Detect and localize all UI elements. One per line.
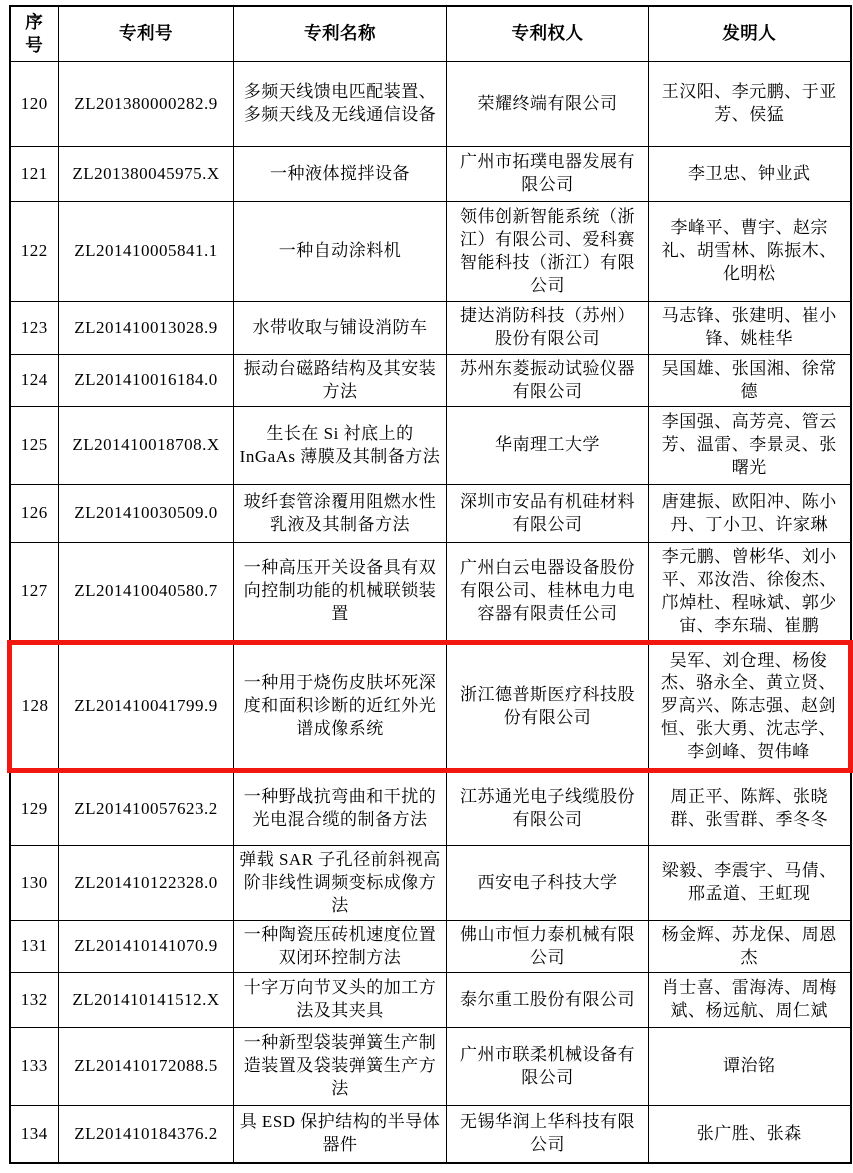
patent-no-cell: ZL201410030509.0 — [59, 485, 234, 543]
patent-no-cell: ZL201410005841.1 — [59, 202, 234, 302]
inventors-cell: 李元鹏、曾彬华、刘小平、邓汝浩、徐俊杰、邝焯杜、程咏斌、郭少宙、李东瑞、崔鹏 — [649, 543, 851, 643]
assignee-cell: 荣耀终端有限公司 — [447, 62, 649, 147]
patent-title-cell: 一种陶瓷压砖机速度位置双闭环控制方法 — [234, 921, 447, 973]
seq-no-cell: 128 — [10, 643, 59, 771]
patent-title-cell: 一种用于烧伤皮肤坏死深度和面积诊断的近红外光谱成像系统 — [234, 643, 447, 771]
inventors-cell: 唐建振、欧阳冲、陈小丹、丁小卫、许家琳 — [649, 485, 851, 543]
table-row-132 — [10, 973, 851, 1028]
table-row-128-highlighted — [10, 643, 851, 771]
patent-title-cell: 一种高压开关设备具有双向控制功能的机械联锁装置 — [234, 543, 447, 643]
table-row-127 — [10, 543, 851, 643]
table-row-126 — [10, 485, 851, 543]
seq-no-cell: 134 — [10, 1106, 59, 1163]
seq-no-cell: 125 — [10, 407, 59, 485]
header-seq-no — [10, 6, 59, 62]
inventors-cell: 吴国雄、张国湘、徐常德 — [649, 355, 851, 407]
assignee-cell: 广州市联柔机械设备有限公司 — [447, 1028, 649, 1106]
patent-title-cell: 具 ESD 保护结构的半导体器件 — [234, 1106, 447, 1163]
header-inventors: 发明人 — [649, 6, 851, 62]
patent-no-cell: ZL201410141512.X — [59, 973, 234, 1028]
patent-title-cell: 振动台磁路结构及其安装方法 — [234, 355, 447, 407]
header-assignee: 专利权人 — [447, 6, 649, 62]
table-row-131 — [10, 921, 851, 973]
table-row-123 — [10, 302, 851, 355]
header-patent-title: 专利名称 — [234, 6, 447, 62]
assignee-cell: 深圳市安品有机硅材料有限公司 — [447, 485, 649, 543]
table-row-129 — [10, 771, 851, 846]
patent-title-cell: 一种新型袋装弹簧生产制造装置及袋装弹簧生产方法 — [234, 1028, 447, 1106]
patent-title-cell: 玻纤套管涂覆用阻燃水性乳液及其制备方法 — [234, 485, 447, 543]
patent-title-cell: 多频天线馈电匹配装置、多频天线及无线通信设备 — [234, 62, 447, 147]
assignee-cell: 无锡华润上华科技有限公司 — [447, 1106, 649, 1163]
patent-no-cell: ZL201380000282.9 — [59, 62, 234, 147]
patent-no-cell: ZL201410057623.2 — [59, 771, 234, 846]
seq-no-cell: 120 — [10, 62, 59, 147]
patent-title-cell: 一种野战抗弯曲和干扰的光电混合缆的制备方法 — [234, 771, 447, 846]
inventors-cell: 杨金辉、苏龙保、周恩杰 — [649, 921, 851, 973]
inventors-cell: 李卫忠、钟业武 — [649, 147, 851, 202]
table-row-125 — [10, 407, 851, 485]
seq-no-cell: 132 — [10, 973, 59, 1028]
assignee-cell: 佛山市恒力泰机械有限公司 — [447, 921, 649, 973]
patent-no-cell: ZL201410141070.9 — [59, 921, 234, 973]
assignee-cell: 华南理工大学 — [447, 407, 649, 485]
patent-title-cell: 十字万向节叉头的加工方法及其夹具 — [234, 973, 447, 1028]
patent-no-cell: ZL201410184376.2 — [59, 1106, 234, 1163]
inventors-cell: 李峰平、曹宇、赵宗礼、胡雪林、陈振木、化明松 — [649, 202, 851, 302]
inventors-cell: 肖士喜、雷海涛、周梅斌、杨远航、周仁斌 — [649, 973, 851, 1028]
assignee-cell: 广州市拓璞电器发展有限公司 — [447, 147, 649, 202]
table-row-122 — [10, 202, 851, 302]
patent-no-cell: ZL201410040580.7 — [59, 543, 234, 643]
seq-no-cell: 126 — [10, 485, 59, 543]
table-row-134 — [10, 1106, 851, 1163]
seq-no-cell: 129 — [10, 771, 59, 846]
table-row-121 — [10, 147, 851, 202]
table-header-row — [10, 6, 851, 62]
patent-no-cell: ZL201410041799.9 — [59, 643, 234, 771]
patent-list-table — [7, 5, 853, 1164]
assignee-cell: 浙江德普斯医疗科技股份有限公司 — [447, 643, 649, 771]
table-row-120 — [10, 62, 851, 147]
inventors-cell: 谭治铭 — [649, 1028, 851, 1106]
patent-no-cell: ZL201410172088.5 — [59, 1028, 234, 1106]
seq-no-cell: 127 — [10, 543, 59, 643]
table-row-130 — [10, 846, 851, 921]
table-row-133 — [10, 1028, 851, 1106]
patent-title-cell: 生长在 Si 衬底上的 InGaAs 薄膜及其制备方法 — [234, 407, 447, 485]
inventors-cell: 王汉阳、李元鹏、于亚芳、侯猛 — [649, 62, 851, 147]
inventors-cell: 梁毅、李震宇、马倩、邢孟道、王虹现 — [649, 846, 851, 921]
patent-title-cell: 水带收取与铺设消防车 — [234, 302, 447, 355]
seq-no-cell: 131 — [10, 921, 59, 973]
assignee-cell: 苏州东菱振动试验仪器有限公司 — [447, 355, 649, 407]
assignee-cell: 西安电子科技大学 — [447, 846, 649, 921]
assignee-cell: 江苏通光电子线缆股份有限公司 — [447, 771, 649, 846]
assignee-cell: 广州白云电器设备股份有限公司、桂林电力电容器有限责任公司 — [447, 543, 649, 643]
inventors-cell: 周正平、陈辉、张晓群、张雪群、季冬冬 — [649, 771, 851, 846]
header-patent-no: 专利号 — [59, 6, 234, 62]
patent-no-cell: ZL201410018708.X — [59, 407, 234, 485]
seq-no-cell: 121 — [10, 147, 59, 202]
inventors-cell: 张广胜、张森 — [649, 1106, 851, 1163]
assignee-cell: 领伟创新智能系统（浙江）有限公司、爱科赛智能科技（浙江）有限公司 — [447, 202, 649, 302]
inventors-cell: 马志锋、张建明、崔小锋、姚桂华 — [649, 302, 851, 355]
patent-no-cell: ZL201410122328.0 — [59, 846, 234, 921]
patent-no-cell: ZL201410013028.9 — [59, 302, 234, 355]
seq-no-cell: 124 — [10, 355, 59, 407]
patent-title-cell: 一种液体搅拌设备 — [234, 147, 447, 202]
inventors-cell: 李国强、高芳亮、管云芳、温雷、李景灵、张曙光 — [649, 407, 851, 485]
assignee-cell: 泰尔重工股份有限公司 — [447, 973, 649, 1028]
seq-no-cell: 122 — [10, 202, 59, 302]
patent-no-cell: ZL201380045975.X — [59, 147, 234, 202]
patent-title-cell: 一种自动涂料机 — [234, 202, 447, 302]
inventors-cell: 吴军、刘仓理、杨俊杰、骆永全、黄立贤、罗高兴、陈志强、赵剑恒、张大勇、沈志学、李剑峰、贺伟峰 — [649, 643, 851, 771]
patent-no-cell: ZL201410016184.0 — [59, 355, 234, 407]
patent-title-cell: 弹载 SAR 子孔径前斜视高阶非线性调频变标成像方法 — [234, 846, 447, 921]
assignee-cell: 捷达消防科技（苏州）股份有限公司 — [447, 302, 649, 355]
header-seq-no-label: 序号 — [25, 12, 44, 55]
seq-no-cell: 130 — [10, 846, 59, 921]
table-row-124 — [10, 355, 851, 407]
seq-no-cell: 123 — [10, 302, 59, 355]
seq-no-cell: 133 — [10, 1028, 59, 1106]
